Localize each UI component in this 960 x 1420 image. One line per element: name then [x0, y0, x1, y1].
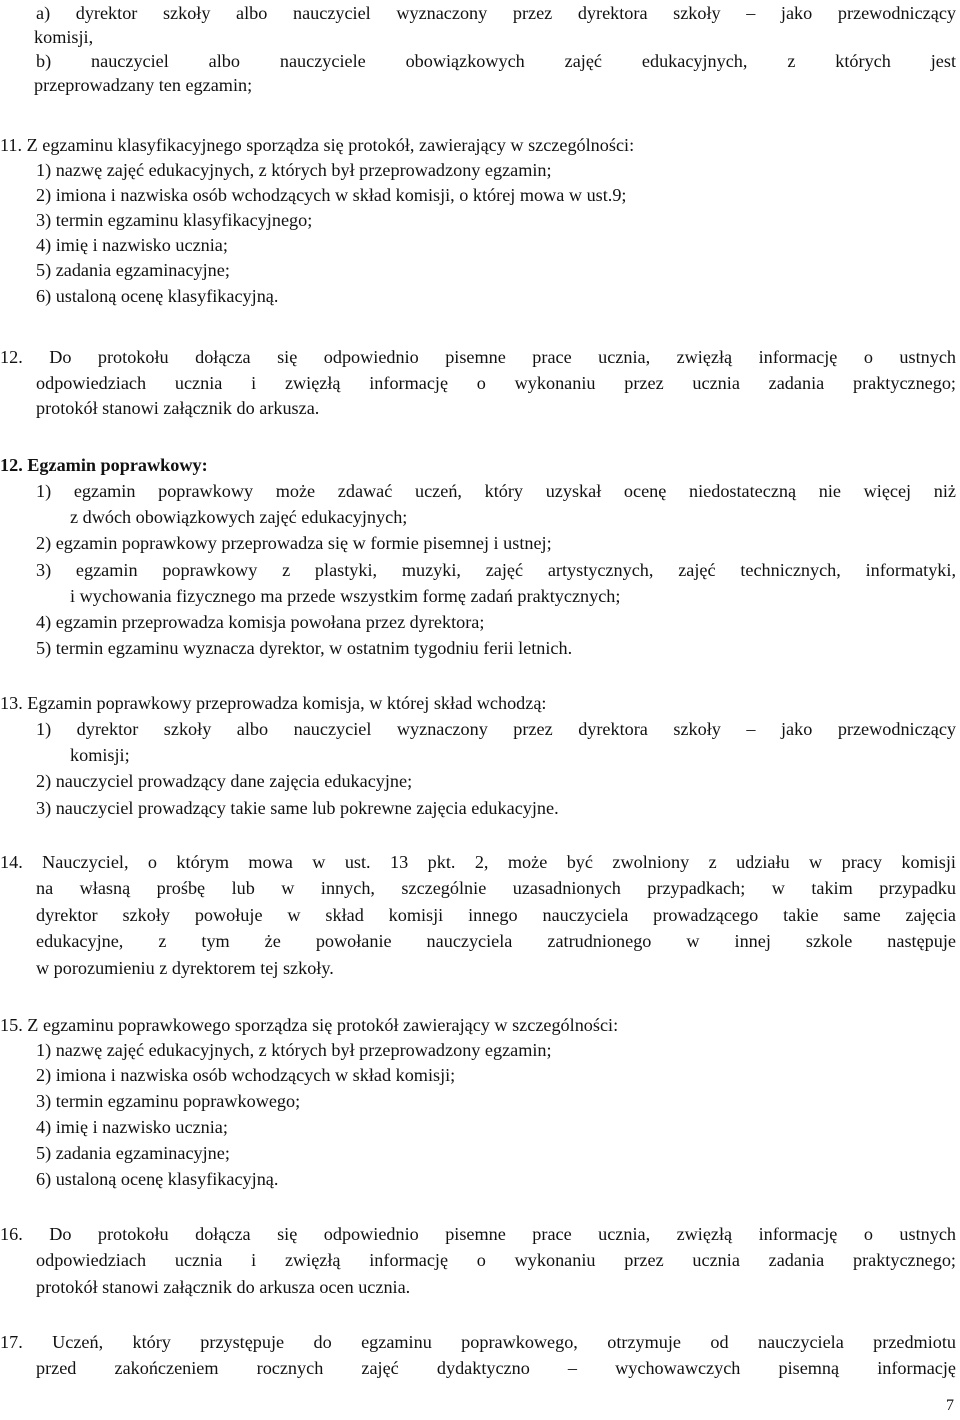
list-item: 3) termin egzaminu poprawkowego; [36, 1091, 301, 1111]
section-heading: 12. Egzamin poprawkowy: [0, 455, 208, 475]
list-item: 2) egzamin poprawkowy przeprowadza się w formie pisemnej i ustnej; [36, 533, 552, 553]
paragraph-line: protokół stanowi załącznik do arkusza. [36, 398, 320, 418]
list-item: 2) imiona i nazwiska osób wchodzących w skład komisji; [36, 1065, 456, 1085]
list-item: 4) imię i nazwisko ucznia; [36, 235, 228, 255]
list-item: 1) nazwę zajęć edukacyjnych, z których był przeprowadzony egzamin; [36, 160, 552, 180]
paragraph-line: w porozumieniu z dyrektorem tej szkoły. [36, 958, 334, 978]
page-number: 7 [946, 1397, 954, 1414]
list-item: 2) imiona i nazwiska osób wchodzących w skład komisji, o której mowa w ust.9; [36, 185, 627, 205]
paragraph-line: przed zakończeniem rocznych zajęć dydaktyczno – wychowawczych pisemną informację [36, 1358, 956, 1378]
text-line: komisji, [34, 27, 94, 47]
paragraph-line: 17. Uczeń, który przystępuje do egzaminu poprawkowego, otrzymuje od nauczyciela przedmiotu [0, 1332, 956, 1352]
paragraph-line: protokół stanowi załącznik do arkusza ocen ucznia. [36, 1277, 411, 1297]
section-heading: 15. Z egzaminu poprawkowego sporządza się protokół zawierający w szczególności: [0, 1015, 619, 1035]
list-item: 1) nazwę zajęć edukacyjnych, z których był przeprowadzony egzamin; [36, 1040, 552, 1060]
list-item: 4) egzamin przeprowadza komisja powołana przez dyrektora; [36, 612, 485, 632]
list-item: 5) zadania egzaminacyjne; [36, 260, 230, 280]
list-item: 6) ustaloną ocenę klasyfikacyjną. [36, 1169, 279, 1189]
list-item: z dwóch obowiązkowych zajęć edukacyjnych; [70, 507, 408, 527]
paragraph-line: 16. Do protokołu dołącza się odpowiednio pisemne prace ucznia, zwięzłą informację o ustnych [0, 1224, 956, 1244]
text-line: a) dyrektor szkoły albo nauczyciel wyznaczony przez dyrektora szkoły – jako przewodniczący [36, 3, 956, 23]
text-line: b) nauczyciel albo nauczyciele obowiązkowych zajęć edukacyjnych, z których jest [36, 51, 956, 71]
list-item: 1) dyrektor szkoły albo nauczyciel wyznaczony przez dyrektora szkoły – jako przewodniczący [36, 719, 956, 739]
list-item: 6) ustaloną ocenę klasyfikacyjną. [36, 286, 279, 306]
paragraph-line: dyrektor szkoły powołuje w skład komisji innego nauczyciela prowadzącego takie same zajęcia [36, 905, 956, 925]
paragraph-line: na własną prośbę lub w innych, szczególnie uzasadnionych przypadkach; w takim przypadku [36, 878, 956, 898]
list-item: 4) imię i nazwisko ucznia; [36, 1117, 228, 1137]
list-item: 5) termin egzaminu wyznacza dyrektor, w ostatnim tygodniu ferii letnich. [36, 638, 573, 658]
list-item: 3) termin egzaminu klasyfikacyjnego; [36, 210, 313, 230]
paragraph-line: odpowiedziach ucznia i zwięzłą informację o wykonaniu przez ucznia zadania praktycznego; [36, 373, 956, 393]
paragraph-line: 14. Nauczyciel, o którym mowa w ust. 13 pkt. 2, może być zwolniony z udziału w pracy komisji [0, 852, 956, 872]
list-item: 3) nauczyciel prowadzący takie same lub pokrewne zajęcia edukacyjne. [36, 798, 559, 818]
section-heading: 13. Egzamin poprawkowy przeprowadza komisja, w której skład wchodzą: [0, 693, 547, 713]
list-item: 5) zadania egzaminacyjne; [36, 1143, 230, 1163]
paragraph-line: edukacyjne, z tym że powołanie nauczyciela zatrudnionego w innej szkole następuje [36, 931, 956, 951]
list-item: 2) nauczyciel prowadzący dane zajęcia edukacyjne; [36, 771, 413, 791]
section-heading: 11. Z egzaminu klasyfikacyjnego sporządza się protokół, zawierający w szczególności: [0, 135, 635, 155]
list-item: i wychowania fizycznego ma przede wszystkim formę zadań praktycznych; [70, 586, 621, 606]
list-item: 1) egzamin poprawkowy może zdawać uczeń, który uzyskał ocenę niedostateczną nie więcej niż [36, 481, 956, 501]
paragraph-line: odpowiedziach ucznia i zwięzłą informację o wykonaniu przez ucznia zadania praktycznego; [36, 1250, 956, 1270]
text-line: przeprowadzany ten egzamin; [34, 75, 253, 95]
paragraph-line: 12. Do protokołu dołącza się odpowiednio pisemne prace ucznia, zwięzłą informację o ustnych [0, 347, 956, 367]
list-item: komisji; [70, 745, 130, 765]
list-item: 3) egzamin poprawkowy z plastyki, muzyki, zajęć artystycznych, zajęć technicznych, informatyki, [36, 560, 956, 580]
